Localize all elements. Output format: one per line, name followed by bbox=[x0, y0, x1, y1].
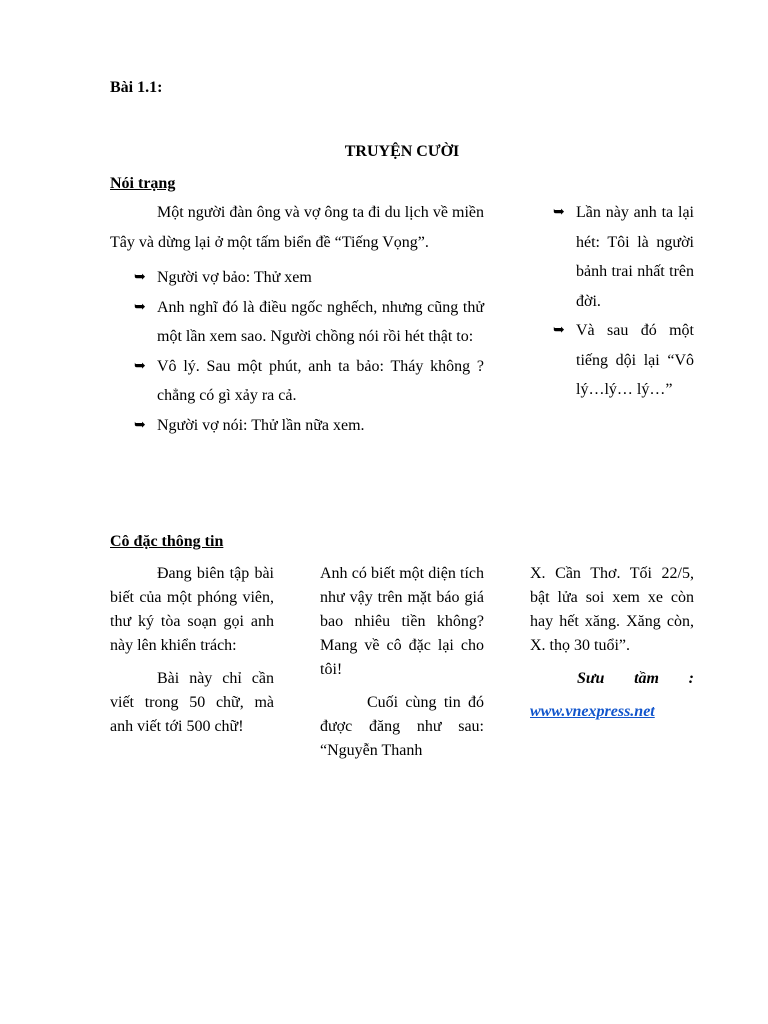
arrow-bullet-icon: ➥ bbox=[553, 204, 565, 220]
story2-paragraph: Bài này chỉ cần viết trong 50 chữ, mà anh viết tới 500 chữ! bbox=[110, 670, 274, 735]
list-item bbox=[553, 198, 694, 316]
arrow-bullet-icon: ➥ bbox=[134, 269, 146, 285]
story2-column-3 bbox=[530, 562, 694, 724]
story2-paragraph: Cuối cùng tin đó được đăng như sau: “Nguyễn Thanh bbox=[320, 694, 484, 759]
story1-heading: Nói trạng bbox=[110, 175, 176, 192]
bullet-text: Người vợ bảo: Thử xem bbox=[157, 269, 312, 286]
arrow-bullet-icon: ➥ bbox=[553, 322, 565, 338]
list-item bbox=[110, 411, 484, 441]
list-item bbox=[110, 352, 484, 411]
story2-paragraph: X. Cần Thơ. Tối 22/5, bật lửa soi xem xe còn hay hết xăng. Xăng còn, X. thọ 30 tuổi”. bbox=[530, 565, 694, 654]
arrow-bullet-icon: ➥ bbox=[134, 357, 146, 374]
arrow-bullet-icon: ➥ bbox=[134, 298, 146, 315]
story2-paragraph: Đang biên tập bài biết của một phóng viên, thư ký tòa soạn gọi anh này lên khiển trách: bbox=[110, 565, 274, 654]
document-title: TRUYỆN CƯỜI bbox=[344, 143, 460, 160]
bullet-text: Anh nghĩ đó là điều ngốc nghếch, nhưng cũng thử một lần xem sao. Người chồng nói rồi hét thật to: bbox=[157, 298, 484, 345]
story1-intro: Một người đàn ông và vợ ông ta đi du lịch về miền Tây và dừng lại ở một tấm biển đề “Tiếng Vọng”. bbox=[110, 204, 484, 251]
story1-right-column bbox=[553, 198, 694, 405]
source-link[interactable]: www.vnexpress.net bbox=[530, 703, 655, 720]
exercise-label: Bài 1.1: bbox=[110, 79, 163, 96]
story1-right-bullet-list bbox=[553, 198, 694, 405]
bullet-text: Người vợ nói: Thử lần nữa xem. bbox=[157, 416, 365, 434]
story1-left-column bbox=[110, 198, 484, 440]
story1-bullet-list bbox=[110, 263, 484, 440]
story2-column-2 bbox=[320, 562, 484, 772]
bullet-text: Lần này anh ta lại hét: Tôi là người bảnh trai nhất trên đời. bbox=[576, 204, 694, 310]
story2-paragraph: Anh có biết một diện tích như vậy trên mặt báo giá bao nhiêu tiền không? Mang về cô đặc lại cho tôi! bbox=[320, 565, 484, 678]
story2-column-1 bbox=[110, 562, 274, 748]
list-item bbox=[110, 263, 484, 293]
list-item bbox=[110, 293, 484, 352]
list-item bbox=[553, 316, 694, 405]
arrow-bullet-icon: ➥ bbox=[134, 416, 146, 433]
source-label: Sưu tầm : bbox=[577, 670, 694, 687]
bullet-text: Và sau đó một tiếng dội lại “Vô lý…lý… lý…” bbox=[576, 322, 694, 398]
bullet-text: Vô lý. Sau một phút, anh ta bảo: Tháy không ? chẳng có gì xảy ra cả. bbox=[157, 357, 484, 404]
story2-heading: Cô đặc thông tin bbox=[110, 533, 224, 550]
